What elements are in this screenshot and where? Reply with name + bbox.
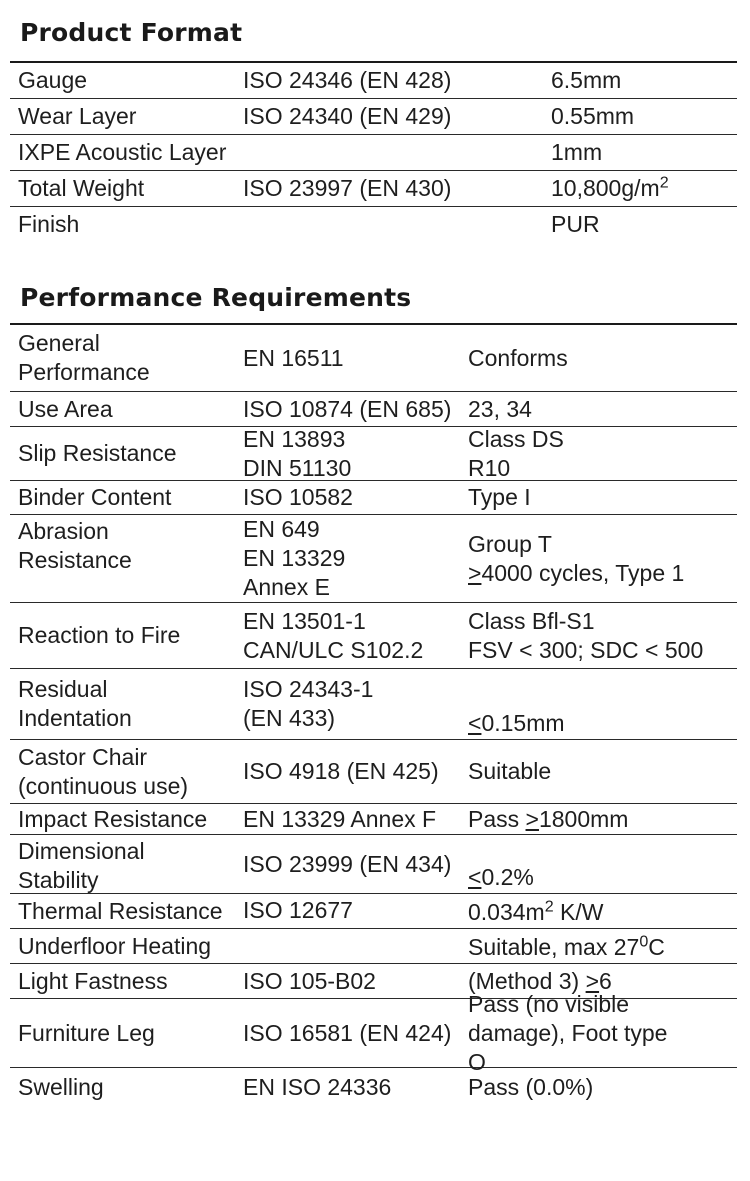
cell-line: EN 16511	[243, 344, 344, 371]
property-cell: Finish	[18, 211, 80, 237]
cell-line: Pass (no visible	[468, 990, 630, 1017]
property-cell	[18, 427, 243, 480]
value-cell	[468, 669, 733, 739]
property-cell: Gauge	[18, 67, 88, 93]
property-cell	[18, 325, 243, 391]
cell-line: EN 13893	[243, 425, 346, 452]
performance-table	[10, 323, 737, 1106]
table-row	[10, 894, 737, 929]
property-cell	[18, 804, 243, 834]
cell-line: Class DS	[468, 425, 564, 452]
standard-cell	[243, 515, 468, 602]
table-row	[10, 603, 737, 669]
cell-line: DIN 51130	[243, 454, 352, 481]
cell-line: Swelling	[18, 1073, 104, 1100]
table-row-ixpe	[10, 135, 737, 171]
table-row	[10, 669, 737, 740]
property-cell	[18, 894, 243, 928]
value-cell: 1mm	[551, 139, 603, 165]
cell-line: ISO 23999 (EN 434)	[243, 850, 452, 877]
cell-line: Light Fastness	[18, 967, 168, 994]
property-cell: Wear Layer	[18, 103, 137, 129]
standard-cell	[243, 603, 468, 668]
cell-line: EN 13501-1	[243, 607, 366, 634]
table-row	[10, 325, 737, 392]
table-row-finish	[10, 207, 737, 242]
value-cell	[551, 171, 736, 206]
comparison-symbol: <	[468, 864, 482, 890]
value-cell	[468, 740, 733, 803]
value-cell	[468, 392, 733, 426]
table-row	[10, 929, 737, 964]
product-format-title: Product Format	[20, 18, 243, 47]
value-text: 10,800g/m	[551, 175, 660, 201]
cell-line: ISO 24343-1	[243, 676, 374, 702]
cell-line: Use Area	[18, 395, 113, 422]
standard-cell	[243, 392, 468, 426]
cell-line: CAN/ULC S102.2	[243, 636, 424, 663]
value-cell: PUR	[551, 211, 600, 237]
property-cell	[18, 392, 243, 426]
property-cell	[18, 603, 243, 668]
cell-line: Type I	[468, 484, 531, 510]
cell-line: ISO 105-B02	[243, 967, 376, 994]
standard-cell	[243, 964, 468, 998]
value-cell	[468, 929, 733, 963]
cell-line: Dimensional	[18, 838, 145, 864]
superscript: 2	[659, 173, 669, 192]
cell-line: Castor Chair	[18, 743, 148, 770]
table-row	[10, 804, 737, 835]
comparison-symbol: >	[525, 805, 539, 832]
table-row-gauge	[10, 63, 737, 99]
performance-title: Performance Requirements	[20, 283, 412, 312]
cell-line: Suitable	[468, 758, 552, 784]
property-cell	[18, 835, 243, 893]
cell-line: Thermal Resistance	[18, 897, 223, 924]
cell-line: (EN 433)	[243, 705, 336, 731]
table-row	[10, 740, 737, 804]
cell-line: EN ISO 24336	[243, 1073, 392, 1100]
superscript: 0	[639, 932, 649, 951]
property-cell: IXPE Acoustic Layer	[18, 139, 227, 165]
cell-line: Residual	[18, 676, 108, 702]
table-row	[10, 515, 737, 603]
cell-line: EN 13329	[243, 545, 346, 571]
property-cell	[18, 669, 243, 739]
cell-line: Furniture Leg	[18, 1019, 155, 1046]
cell-line: Binder Content	[18, 484, 172, 510]
cell-line: Underfloor Heating	[18, 932, 212, 959]
cell-line: Group T	[468, 530, 552, 557]
property-cell: Total Weight	[18, 175, 145, 201]
cell-line: Pass (0.0%)	[468, 1073, 594, 1100]
cell-line: O	[468, 1048, 486, 1075]
property-cell	[18, 964, 243, 998]
cell-line: <0.2%	[468, 864, 534, 890]
value-cell	[468, 835, 733, 893]
cell-line: $0.034m^2$ K/W	[468, 897, 604, 925]
value-cell	[468, 603, 733, 668]
comparison-symbol: <	[468, 710, 482, 736]
value-cell	[468, 325, 733, 391]
table-row	[10, 427, 737, 481]
cell-line: Stability	[18, 867, 99, 893]
table-row-total-weight	[10, 171, 737, 207]
cell-line: 23, 34	[468, 395, 532, 422]
cell-line: Pass >1800mm	[468, 805, 629, 832]
value-cell: 6.5mm	[551, 67, 622, 93]
cell-line: ISO 4918 (EN 425)	[243, 758, 439, 784]
value-cell	[468, 1068, 733, 1106]
standard-cell	[243, 1068, 468, 1106]
cell-line: Suitable, $\max 27^0C$	[468, 932, 665, 960]
property-cell	[18, 1068, 243, 1106]
superscript: 2	[544, 897, 554, 916]
cell-line: Slip Resistance	[18, 440, 177, 466]
cell-line: Performance	[18, 359, 150, 385]
cell-line: Indentation	[18, 705, 132, 731]
cell-line: damage), Foot type	[468, 1019, 668, 1046]
standard-cell	[243, 894, 468, 928]
standard-cell	[243, 804, 468, 834]
property-cell	[18, 929, 243, 963]
cell-line: Reaction to Fire	[18, 622, 181, 648]
comparison-symbol: >	[585, 967, 600, 994]
value-cell	[468, 427, 733, 480]
table-row	[10, 392, 737, 427]
property-cell	[18, 481, 243, 514]
table-row	[10, 481, 737, 515]
cell-line: General	[18, 330, 100, 356]
property-cell	[18, 515, 243, 602]
cell-line: ISO 10582	[243, 484, 353, 510]
standard-cell	[243, 740, 468, 803]
table-row-wear-layer	[10, 99, 737, 135]
standard-cell	[243, 427, 468, 480]
standard-cell	[243, 481, 468, 514]
cell-line: ISO 16581 (EN 424)	[243, 1019, 452, 1046]
cell-line: Annex E	[243, 574, 330, 600]
value-cell	[468, 894, 733, 928]
cell-line: Conforms	[468, 344, 568, 371]
product-format-table	[10, 61, 737, 242]
cell-line: (continuous use)	[18, 772, 189, 799]
standard-cell	[243, 929, 468, 963]
standard-cell	[243, 325, 468, 391]
cell-line: <0.15mm	[468, 710, 565, 736]
value-cell	[468, 990, 733, 1075]
standard-cell: ISO 24340 (EN 429)	[243, 103, 452, 129]
value-cell	[468, 515, 733, 602]
cell-line: ISO 12677	[243, 897, 353, 923]
cell-line: Abrasion	[18, 518, 109, 544]
cell-line: Resistance	[18, 547, 132, 573]
cell-line: Class Bfl-S1	[468, 607, 595, 634]
standard-cell: ISO 23997 (EN 430)	[243, 175, 452, 201]
standard-cell: ISO 24346 (EN 428)	[243, 67, 452, 93]
table-row	[10, 990, 737, 1075]
cell-line: FSV < 300; SDC < 500	[468, 636, 704, 663]
comparison-symbol: >	[468, 559, 482, 586]
standard-cell	[243, 999, 468, 1067]
value-cell	[468, 804, 733, 834]
standard-cell	[243, 669, 468, 739]
cell-line: (Method 3) >6	[468, 967, 612, 994]
value-cell: 0.55mm	[551, 103, 635, 129]
cell-line: Impact Resistance	[18, 805, 208, 832]
cell-line: ISO 10874 (EN 685)	[243, 395, 452, 422]
property-cell	[18, 999, 243, 1067]
cell-line: EN 649	[243, 516, 320, 542]
table-row	[10, 835, 737, 894]
table-row	[10, 1068, 737, 1106]
cell-line: R10	[468, 454, 511, 481]
value-cell	[468, 481, 733, 514]
cell-line: EN 13329 Annex F	[243, 805, 437, 832]
property-cell	[18, 740, 243, 803]
standard-cell	[243, 835, 468, 893]
cell-line: >4000 cycles, Type 1	[468, 559, 685, 586]
